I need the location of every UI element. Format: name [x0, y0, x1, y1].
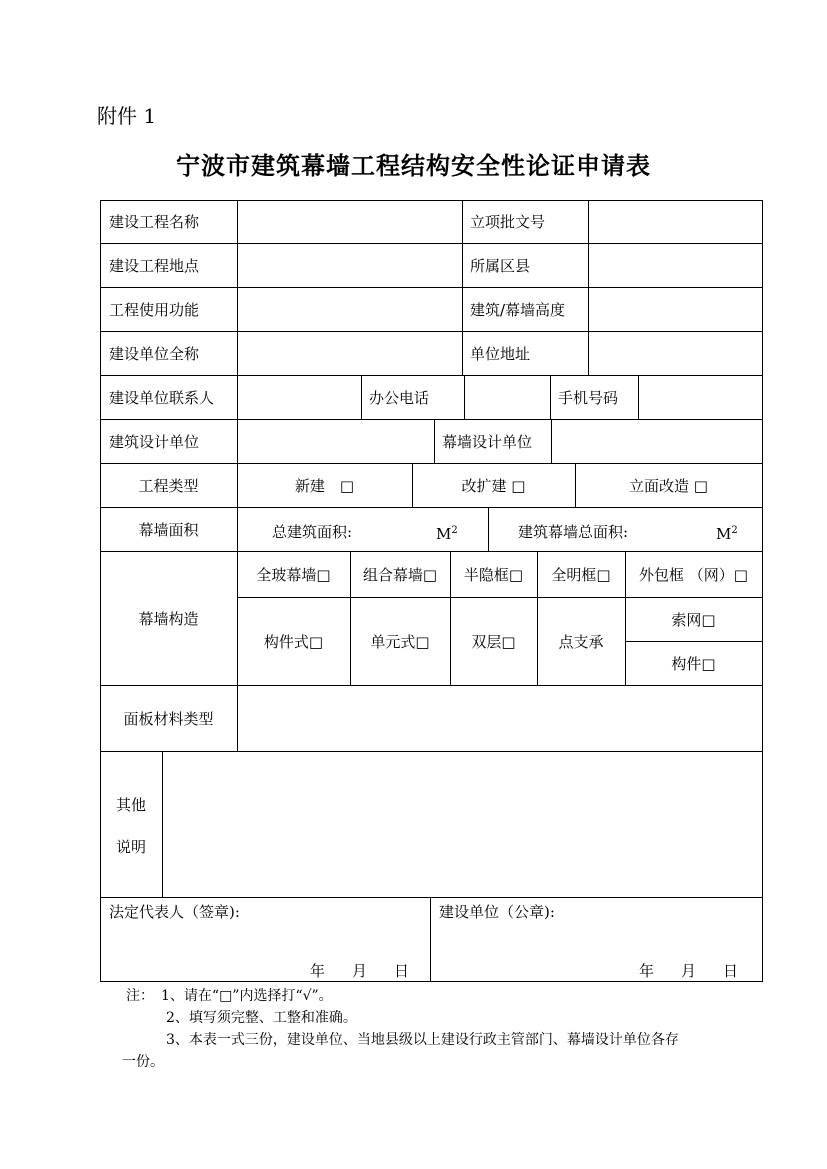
- label-panel-material: 面板材料类型: [123, 709, 214, 728]
- option-member[interactable]: 构件□: [671, 654, 716, 673]
- option-half-hidden-frame[interactable]: 半隐框□: [463, 565, 524, 584]
- label-unit-address: 单位地址: [470, 345, 531, 363]
- attachment-label: 附件 1: [97, 104, 157, 128]
- note-1: 注： 1、请在“□”内选择打“√”。: [126, 988, 333, 1004]
- label-project-name: 建设工程名称: [109, 213, 200, 231]
- label-mobile: 手机号码: [558, 389, 619, 407]
- date-year-2: 年: [639, 962, 655, 980]
- label-total-area: 总建筑面积:: [272, 523, 353, 541]
- label-arch-design-unit: 建筑设计单位: [109, 433, 200, 451]
- option-full-exposed-frame[interactable]: 全明框□: [551, 565, 611, 584]
- label-height: 建筑/幕墙高度: [470, 301, 566, 319]
- option-component[interactable]: 构件式□: [263, 632, 324, 651]
- date-day-1: 日: [394, 962, 410, 980]
- option-double-layer[interactable]: 双层□: [471, 632, 516, 651]
- label-district: 所属区县: [470, 257, 531, 275]
- date-year-1: 年: [310, 962, 326, 980]
- label-project-location: 建设工程地点: [109, 257, 200, 275]
- note-4: 一份。: [122, 1054, 164, 1070]
- label-office-phone: 办公电话: [369, 389, 430, 407]
- label-build-unit-seal: 建设单位（公章):: [439, 903, 555, 921]
- note-3: 3、本表一式三份，建设单位、当地县级以上建设行政主管部门、幕墙设计单位各存: [166, 1032, 679, 1048]
- application-form-table: [100, 200, 763, 982]
- option-outer-frame[interactable]: 外包框 （网）□: [639, 565, 748, 584]
- label-function: 工程使用功能: [109, 301, 200, 319]
- label-unit-name: 建设单位全称: [109, 345, 200, 363]
- option-expand[interactable]: 改扩建 □: [461, 476, 526, 495]
- option-combined[interactable]: 组合幕墙□: [362, 565, 438, 584]
- form-title: 宁波市建筑幕墙工程结构安全性论证申请表: [176, 152, 651, 180]
- label-other-2: 说明: [116, 838, 147, 856]
- note-2: 2、填写须完整、工整和准确。: [166, 1010, 357, 1026]
- label-approval-no: 立项批文号: [470, 213, 546, 231]
- label-structure: 幕墙构造: [138, 609, 199, 628]
- label-legal-rep: 法定代表人（签章):: [109, 903, 240, 921]
- date-day-2: 日: [723, 962, 739, 980]
- area-unit-1: $M^2$: [436, 525, 458, 543]
- area-unit-2: $M^2$: [716, 525, 738, 543]
- label-curtain-design-unit: 幕墙设计单位: [442, 433, 533, 451]
- option-full-glass[interactable]: 全玻幕墙□: [256, 565, 331, 584]
- label-contact: 建设单位联系人: [109, 389, 215, 407]
- option-facade-renovation[interactable]: 立面改造 □: [629, 476, 708, 495]
- option-unitized[interactable]: 单元式□: [370, 632, 430, 651]
- option-cable-net[interactable]: 索网□: [671, 610, 716, 629]
- label-point-support: 点支承: [558, 632, 604, 651]
- label-project-type: 工程类型: [138, 476, 199, 495]
- label-curtain-total-area: 建筑幕墙总面积:: [518, 523, 629, 541]
- label-curtain-area: 幕墙面积: [138, 520, 199, 539]
- label-other-1: 其他: [116, 796, 147, 814]
- option-new-build[interactable]: 新建 □: [294, 476, 355, 495]
- date-month-2: 月: [681, 962, 697, 980]
- date-month-1: 月: [352, 962, 368, 980]
